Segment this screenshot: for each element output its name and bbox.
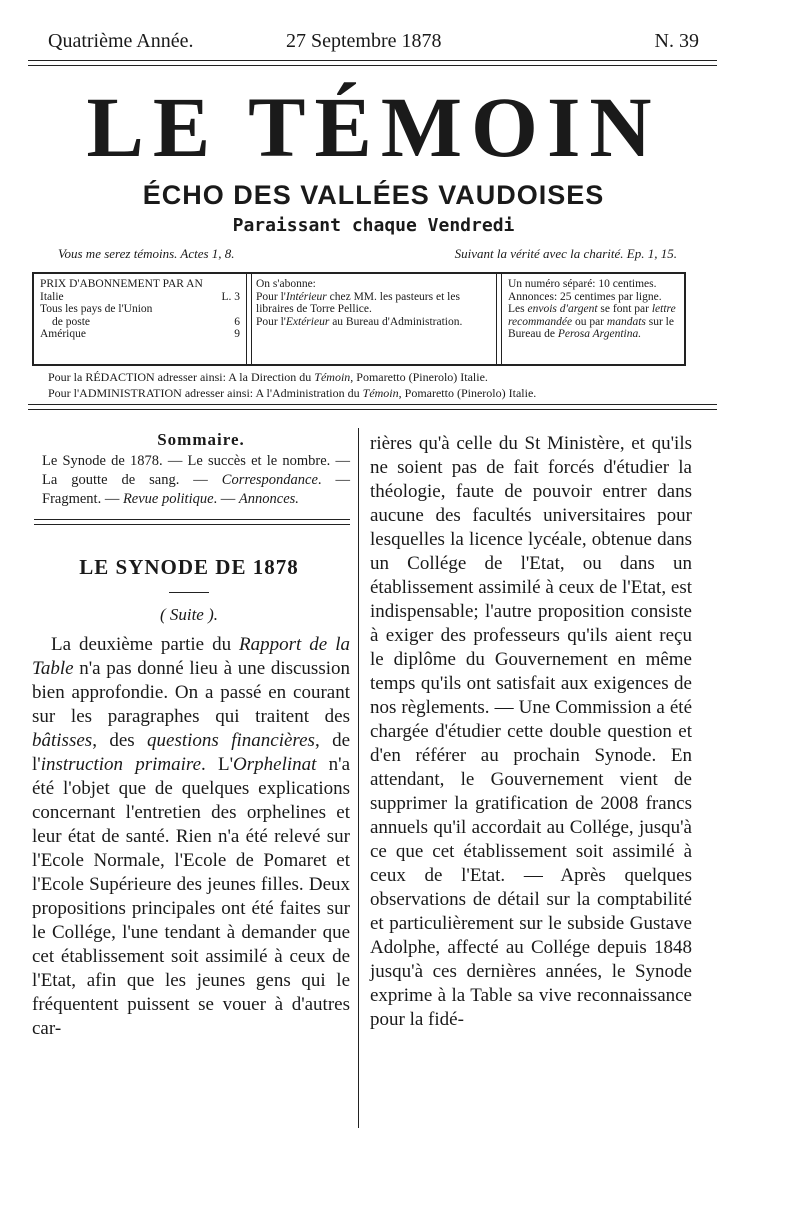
motto-left: Vous me serez témoins. Actes 1, 8. — [58, 246, 235, 261]
price-row — [40, 291, 240, 304]
article-title: LE SYNODE DE 1878 — [79, 555, 299, 579]
right-column — [370, 432, 692, 1032]
price-value: 6 — [234, 315, 240, 328]
article-body-right: rières qu'à celle du St Ministère, et qu'ils ne soient pas de fait forcés d'étudier la théologie, faute de pouvoir entrer dans aucune des facultés universitaires pour lesquelles la licence lycéale, obtenue dans un Collége de l'Etat, ou dans un établissement assimilé à ceux de l'Etat, est indispensable; l'autre proposition consiste à exiger des professeurs qu'ils aient reçu le diplôme du Gouvernement en même temps qu'ils ont satisfait aux exigences de nos règlements. — Une Commission a été chargée d'étudier cette double question et d'en référer au prochain Synode. En attendant, le Gouvernement vient de supprimer la gratification de 2008 francs annuels qu'il accordait au Collége, jusqu'à ce que cet établissement soit assimilé à ceux de l'Etat. — Après quelques observations de détail sur la comptabilité et particulièrement sur le subside Gustave Adolphe, affecté au Collége depuis 1848 jusqu'à ces dernières années, le Synode exprime à la Table sa vive reconnaissance pour la fidé- — [370, 433, 692, 1030]
price-label: Amérique — [40, 328, 86, 340]
subscribe-intro: On s'abonne: — [256, 278, 316, 290]
single-issue-column — [508, 278, 678, 341]
column-divider — [358, 428, 359, 1128]
subscribe-interior: Pour l'Intérieur chez MM. les pasteurs et les libraires de Torre Pellice. — [256, 290, 460, 315]
price-value: L. 3 — [221, 290, 240, 303]
box-divider — [246, 274, 252, 364]
article-body-left: La deuxième partie du Rapport de la Table n'a pas donné lieu à une discussion bien approfondie. On a passé en courant sur les paragraphes qui traitent des bâtisses, des questions financières, de l'instruction primaire. L'Orphelinat n'a été l'objet que de quelques explications concernant l'entretien des orphelines et leur état de santé. Rien n'a été relevé sur l'Ecole Normale, l'Ecole de Pomaret et l'Ecole Supérieure des jeunes filles. Deux propositions principales ont été faites sur le Collége, l'une tendant à demander que cet établissement soit assimilé à ceux de l'Etat, afin que les jeunes gens qui le fréquentent puissent se vouer à d'autres car- — [32, 634, 351, 1039]
redaction-address: Pour la RÉDACTION adresser ainsi: A la Direction du Témoin, Pomaretto (Pinerolo) Italie. — [48, 370, 488, 384]
issue-number: N. 39 — [654, 30, 699, 52]
publication-frequency: Paraissant chaque Vendredi — [232, 215, 515, 236]
money-transfer-info: Les envois d'argent se font par lettre recommandée ou par mandats sur le Bureau de Perosa Argentina. — [508, 303, 676, 340]
subscribe-exterior: Pour l'Extérieur au Bureau d'Administration. — [256, 315, 463, 328]
ads-price: Annonces: 25 centimes par ligne. — [508, 290, 662, 303]
single-issue-price: Un numéro séparé: 10 centimes. — [508, 278, 657, 290]
price-column — [40, 278, 240, 341]
price-label: Italie — [40, 290, 64, 303]
price-label: Tous les pays de l'Union — [40, 303, 153, 315]
year-label: Quatrième Année. — [48, 30, 194, 52]
motto-right: Suivant la vérité avec la charité. Ep. 1, 15. — [454, 246, 677, 261]
price-label: de poste — [52, 315, 91, 328]
article-suite: ( Suite ). — [159, 605, 219, 624]
top-double-rule — [28, 60, 717, 66]
left-column — [28, 430, 350, 1041]
price-row — [40, 316, 240, 329]
top-info-line — [48, 30, 699, 54]
price-row — [40, 328, 240, 341]
sommaire-heading: Sommaire. — [157, 430, 245, 449]
administration-address: Pour l'ADMINISTRATION adresser ainsi: A l'Administration du Témoin, Pomaretto (Pinerolo) Italie. — [48, 386, 537, 400]
mottos-line — [58, 246, 677, 264]
subscription-box — [32, 272, 686, 366]
price-value: 9 — [234, 328, 240, 340]
title-underline — [169, 592, 209, 593]
subscribe-column — [256, 278, 488, 328]
issue-date: 27 Septembre 1878 — [286, 30, 442, 52]
sommaire-text: Le Synode de 1878. — Le succès et le nombre. — La goutte de sang. — Correspondance. — Fragment. — Revue politique. — Annonces. — [42, 453, 350, 507]
section-rule — [34, 519, 350, 525]
box-divider — [496, 274, 502, 364]
price-title: PRIX D'ABONNEMENT PAR AN — [40, 278, 203, 290]
masthead-subtitle: ÉCHO DES VALLÉES VAUDOISES — [142, 180, 605, 210]
header-bottom-rule — [28, 404, 717, 410]
price-row — [40, 303, 240, 316]
masthead-title: LE TÉMOIN — [86, 79, 661, 175]
